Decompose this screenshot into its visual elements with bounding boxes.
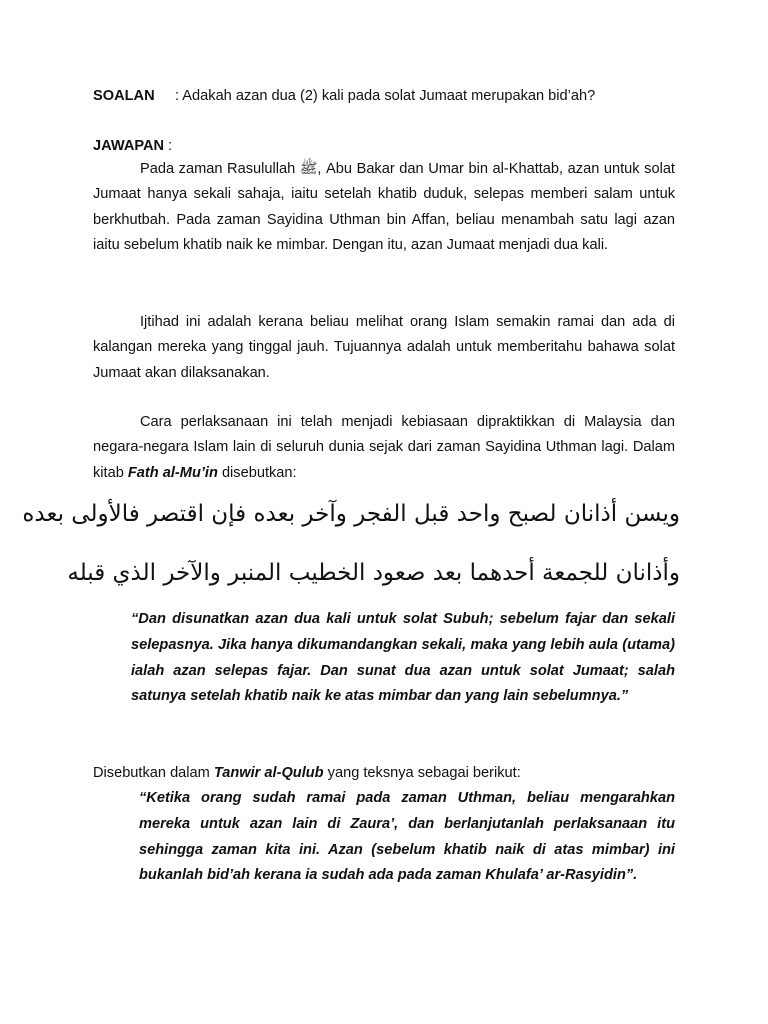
paragraph-1-text: Pada zaman Rasulullah ﷺ, Abu Bakar dan Umar bin al-Khattab, azan untuk solat Jumaat hanya sekali sahaja, iaitu setelah khatib duduk, selepas memberi salam untuk berkhutbah. Pada zaman Sayidina Uthman bin Affan, beliau menambah satu lagi azan iaitu sebelum khatib naik ke mimbar. Dengan itu, azan Jumaat menjadi dua kali. bbox=[93, 161, 675, 254]
paragraph-1 bbox=[93, 157, 675, 259]
paragraph-2-text: Ijtihad ini adalah kerana beliau melihat orang Islam semakin ramai dan ada di kalangan mereka yang tinggal jauh. Tujuannya adalah untuk memberitahu bahawa solat Jumaat akan dilaksanakan. bbox=[93, 314, 675, 381]
book-title-tanwir-al-qulub: Tanwir al-Qulub bbox=[213, 765, 324, 781]
tanwir-intro bbox=[93, 763, 521, 783]
tanwir-after: yang teksnya sebagai berikut: bbox=[323, 765, 521, 781]
quote-fath-al-muin: “Dan disunatkan azan dua kali untuk solat Subuh; sebelum fajar dan sekali selepasnya. Jika hanya dikumandangkan sekali, maka yang lebih aula (utama) ialah azan selepas fajar. Dan sunat dua azan untuk solat Jumaat; salah satunya setelah khatib naik ke atas mimbar dan yang lain sebelumnya.” bbox=[131, 611, 675, 705]
paragraph-3-text: Cara perlaksanaan ini telah menjadi kebiasaan dipraktikkan di Malaysia dan negara-negara Islam lain di seluruh dunia sejak dari zaman Sayidina Uthman lagi. Dalam kitab bbox=[93, 414, 675, 481]
tanwir-before: Disebutkan dalam bbox=[93, 765, 214, 781]
paragraph-3-after: disebutkan: bbox=[217, 464, 297, 481]
paragraph-2 bbox=[93, 310, 675, 386]
quote-tanwir-al-qulub: “Ketika orang sudah ramai pada zaman Uthman, beliau mengarahkan mereka untuk azan lain di Zaura’, dan berlanjutanlah perlaksanaan itu sehingga zaman kita ini. Azan (sebelum khatib naik di atas mimbar) ini bukanlah bid’ah kerana ia sudah ada pada zaman Khulafa’ ar-Rasyidin”. bbox=[139, 790, 675, 884]
paragraph-3 bbox=[93, 410, 675, 486]
answer-colon: : bbox=[164, 138, 173, 154]
question-text: : Adakah azan dua (2) kali pada solat Jumaat merupakan bid’ah? bbox=[175, 88, 596, 104]
arabic-line-2: وأذانان للجمعة أحدهما بعد صعود الخطيب المنبر والآخر الذي قبله bbox=[67, 560, 680, 586]
answer-heading bbox=[93, 136, 172, 156]
book-title-fath-al-muin: Fath al-Mu’in bbox=[127, 464, 218, 481]
answer-label: JAWAPAN bbox=[93, 138, 165, 154]
question-label: SOALAN bbox=[93, 88, 155, 104]
question-line bbox=[93, 86, 693, 106]
arabic-line-1: ويسن أذانان لصبح واحد قبل الفجر وآخر بعده فإن اقتصر فالأولى بعده bbox=[22, 501, 680, 527]
